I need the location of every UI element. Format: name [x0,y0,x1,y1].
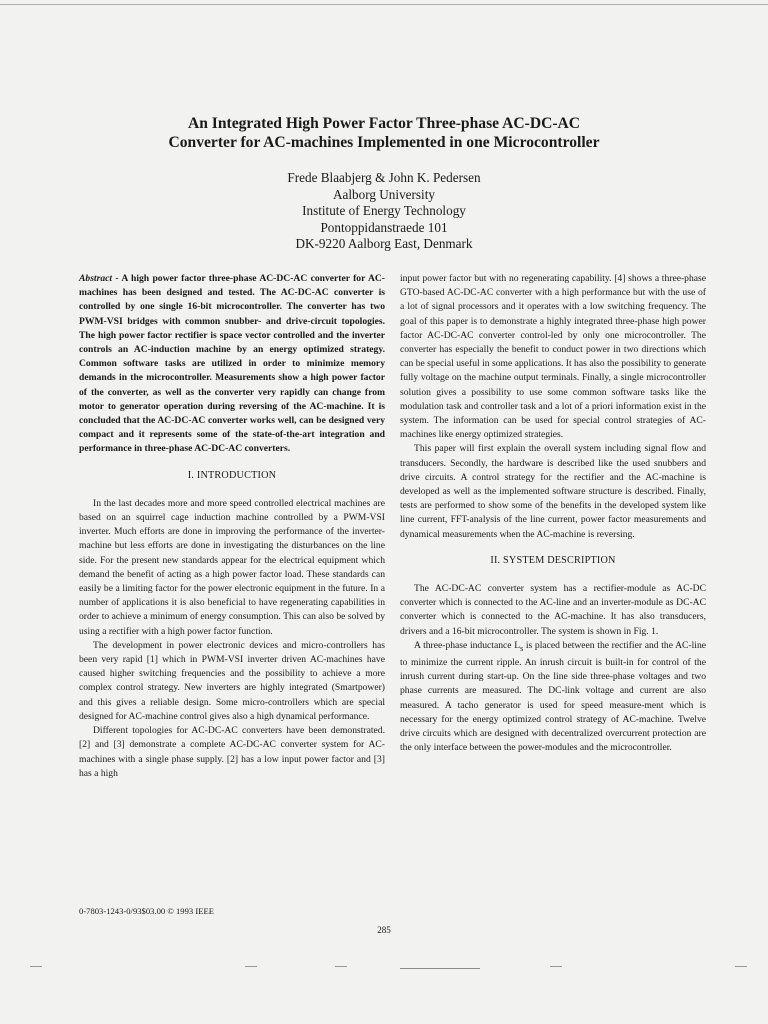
scan-tick-mark [245,966,257,967]
author-block [0,170,768,253]
scan-tick-mark [735,966,747,967]
paper-title-line-2: Converter for AC-machines Implemented in one Microcontroller [168,134,600,151]
copyright-notice: 0-7803-1243-0/93$03.00 © 1993 IEEE [79,906,214,916]
abstract [79,272,385,457]
system-paragraph-2-start: A three-phase inductance L [414,639,521,651]
system-paragraph-1: The AC-DC-AC converter system has a rectifier-module as AC-DC converter which is connected to the AC-line and an inverter-module as DC-AC converter which is connected to the AC-machine. It has also transducers, drivers and a 16-bit microcontroller. The system is shown in Fig. 1. [400,583,706,637]
author-institute: Institute of Energy Technology [302,203,466,219]
author-university: Aalborg University [333,186,435,202]
paper-title-line-1: An Integrated High Power Factor Three-phase AC-DC-AC [187,115,581,132]
scan-tick-mark [335,966,347,967]
abstract-lead: Abstract [79,273,113,284]
abstract-text: - A high power factor three-phase AC-DC-AC converter for AC-machines has been designed and tested. The AC-DC-AC converter is controlled by one single 16-bit microcontroller. The converter has two PWM-VSI bridges with common snubber- and drive-circuit topologies. The high power factor rectifier is space vector controlled and the inverter controls an AC-induction machine by an energy optimized strategy. Common software tasks are utilized in order to minimize memory demands in the microcontroller. Measurements show a high power factor of the converter, as well as the converter very rapidly can change from motor to generator operation during reversing of the AC-machine. It is concluded that the AC-DC-AC converter works well, can be designed very compact and it represents some of the state-of-the-art integration and performance in three-phase AC-DC-AC converters. [79,273,385,455]
intro-paragraph-4: input power factor but with no regenerating capability. [4] shows a three-phase GTO-based AC-DC-AC converter with a high performance but with the use of a lot of signal processors and it operates with a low switching frequency. The goal of this paper is to demonstrate a highly integrated three-phase high power factor AC-DC-AC converter control-led by only one microcontroller. The converter has especially the benefit to conduct power in two directions which can be special useful in some applications. It has also the possibility to generate fully voltage on the machine output terminals. Finally, a single microcontroller solution gives a possibility to use some common software tasks like the modulation task and controller task and a lot of a priori information exist in the system. The information can be used for special control strategies of AC-machines like energy optimized strategies. [400,273,706,441]
scan-edge-line [0,4,768,5]
inductance-subscript: s [520,643,524,653]
footer-rule [400,968,480,969]
scan-tick-mark [30,966,42,967]
intro-paragraph-5: This paper will first explain the overall system including signal flow and transducers. Secondly, the hardware is described like the used snubbers and drive circuits. A control strategy for the rectifier and the AC-machine is developed as well as the implemented software structure is described. Finally, tests are performed to show some of the benefits in the developed system like line current, FFT-analysis of the line current, power factor measurements and dynamical measurements when the AC-machine is reversing. [400,443,706,540]
intro-paragraph-2: The development in power electronic devices and micro-controllers has been very rapid [1] which in PWM-VSI inverter driven AC-machines have caused higher switching frequencies and the possibility to achieve a more complex control strategy. New inverters are highly integrated (Smartpower) and this gives a reliable design. Some micro-controllers which are special designed for AC-machine control gives also a high dynamical performance. [79,639,385,722]
title-block [0,114,768,152]
left-column [79,272,385,781]
intro-paragraph-1: In the last decades more and more speed controlled electrical machines are based on an squirrel cage induction machine controlled by a PWM-VSI inverter. Much efforts are done in improving the performance of the inverter-machine but less efforts are done in investigating the disturbances on the line side. For the present new standards appear for the electrical equipment which demand the benefit of acting as a high power factor load. These standards can easily be a limiting factor for the power electronic equipment in the future. In a number of applications it is also beneficial to have regenerating capabilities in order to achieve a minimum of energy consumption. This can also be solved by using a rectifier with a high power factor function. [79,497,385,637]
section-heading-introduction: I. INTRODUCTION [187,469,277,481]
author-street: Pontoppidanstraede 101 [320,219,448,235]
author-names: Frede Blaabjerg & John K. Pedersen [287,170,481,185]
system-paragraph-2-rest: is placed between the rectifier and the AC-line to minimize the current ripple. An inrush circuit is built-in for control of the inrush current during start-up. On the line side three-phase voltages and two phase currents are measured. The DC-link voltage and current are also measured. A tacho generator is used for speed measure-ment which is necessary for the energy optimized control strategy of AC-machine. Twelve drive circuits which are designed with decentralized overcurrent protection are the only interface between the power-modules and the microcontroller. [400,639,707,754]
system-paragraph-2 [400,639,706,756]
section-heading-system-description: II. SYSTEM DESCRIPTION [490,554,616,566]
scan-tick-mark [550,966,562,967]
page-number: 285 [377,925,391,935]
right-column [400,272,706,755]
intro-paragraph-3: Different topologies for AC-DC-AC converters have been demonstrated. [2] and [3] demonstrate a complete AC-DC-AC converter system for AC-machines with a single phase supply. [2] has a low input power factor and [3] has a high [79,725,385,779]
author-city: DK-9220 Aalborg East, Denmark [295,236,473,252]
